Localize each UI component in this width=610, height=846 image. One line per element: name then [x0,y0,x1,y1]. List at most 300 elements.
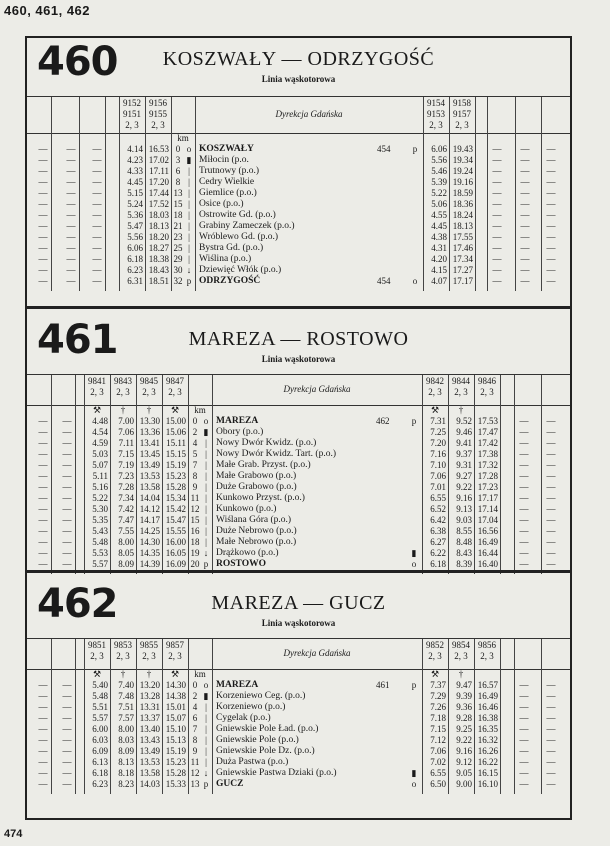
departure-time: 7.34 [118,493,134,503]
train-number-left: 2, 3 [151,120,165,130]
route-symbol: | [205,515,207,525]
route-symbol: | [205,504,207,514]
departure-time: 14.04 [139,493,160,503]
no-service-dash: — [62,482,72,492]
departure-time: 6.09 [92,746,108,756]
table-number: 460 [37,39,118,85]
departure-time: 7.06 [430,746,446,756]
route-symbol: ↓ [186,265,192,275]
km-value: 30 [173,265,183,275]
no-service-dash: — [546,680,556,690]
station-name: ODRZYGOŚĆ [199,276,261,286]
station-name: Obory (p.o.) [216,427,264,437]
departure-time: 7.15 [118,449,134,459]
km-value: 13 [190,779,200,789]
train-number-right: 2, 3 [455,120,469,130]
departure-time: 17.46 [452,243,473,253]
departure-time: 9.13 [456,504,472,514]
departure-time: 17.02 [148,155,169,165]
no-service-dash: — [38,471,48,481]
departure-time: 14.39 [139,559,160,569]
departure-time: 5.39 [431,177,447,187]
no-service-dash: — [92,155,102,165]
departure-time: 5.03 [92,449,108,459]
departure-time: 9.28 [456,713,472,723]
departure-time: 7.20 [430,438,446,448]
no-service-dash: — [66,243,76,253]
no-service-dash: — [519,691,529,701]
station-name: Gniewskie Pole (p.o.) [216,735,299,745]
departure-time: 13.40 [139,724,160,734]
no-service-dash: — [546,724,556,734]
departure-time: 15.19 [165,746,186,756]
no-service-dash: — [520,144,530,154]
departure-time: 4.59 [92,438,108,448]
km-value: 0 [175,144,181,154]
column-rule [515,97,516,133]
no-service-dash: — [546,526,556,536]
departure-time: 4.38 [431,232,447,242]
train-mark: † [458,669,464,679]
section-separator [27,306,570,309]
km-value: 16 [190,526,200,536]
departure-time: 15.28 [165,768,186,778]
departure-time: 8.23 [118,779,134,789]
station-row [27,427,570,438]
no-service-dash: — [66,155,76,165]
route-symbol: | [188,210,190,220]
route-symbol: | [205,449,207,459]
station-name: Korzeniewo Ceg. (p.o.) [216,691,306,701]
no-service-dash: — [546,757,556,767]
route-symbol: | [205,471,207,481]
train-mark: † [120,669,126,679]
no-service-dash: — [492,254,502,264]
departure-time: 7.15 [430,724,446,734]
station-row [27,768,570,779]
train-number-left: 9841 [88,376,106,386]
departure-time: 16.09 [165,559,186,569]
no-service-dash: — [520,221,530,231]
line-type: Linia wąskotorowa [261,74,336,84]
station-name: MAREZA [216,680,259,690]
train-number-left: 9847 [166,376,184,386]
station-row [27,482,570,493]
table-number: 462 [37,581,118,627]
no-service-dash: — [38,188,48,198]
station-name: Małe Grabowo (p.o.) [216,471,297,481]
departure-time: 19.24 [452,166,473,176]
no-service-dash: — [62,680,72,690]
no-service-dash: — [38,155,48,165]
departure-time: 17.20 [148,177,169,187]
no-service-dash: — [520,265,530,275]
no-service-dash: — [62,526,72,536]
station-name: GUCZ [216,779,244,789]
no-service-dash: — [546,232,556,242]
no-service-dash: — [66,177,76,187]
no-service-dash: — [546,537,556,547]
route-symbol: | [205,724,207,734]
departure-time: 7.18 [430,713,446,723]
departure-time: 13.45 [139,449,160,459]
km-value: 25 [173,243,183,253]
departure-time: 4.23 [127,155,143,165]
no-service-dash: — [38,232,48,242]
train-number-right: 9842 [426,376,444,386]
train-number-left: 2, 3 [125,120,139,130]
km-value: 7 [192,724,198,734]
station-row [27,757,570,768]
km-value: 18 [173,210,183,220]
no-service-dash: — [546,746,556,756]
departure-time: 17.32 [477,460,498,470]
train-number-left: 9152 [123,98,141,108]
departure-time: 16.44 [477,548,498,558]
departure-time: 7.31 [430,416,446,426]
column-rule [51,375,52,405]
train-number-left: 2, 3 [142,651,156,661]
station-name: MAREZA [216,416,259,426]
no-service-dash: — [62,768,72,778]
no-service-dash: — [38,504,48,514]
train-number-left: 2, 3 [142,387,156,397]
no-service-dash: — [546,713,556,723]
route-symbol: | [188,254,190,264]
km-value: 15 [190,515,200,525]
no-service-dash: — [66,254,76,264]
departure-time: 16.49 [477,691,498,701]
departure-time: 8.55 [456,526,472,536]
departure-time: 5.57 [92,713,108,723]
no-service-dash: — [62,416,72,426]
no-service-dash: — [92,276,102,286]
departure-time: 7.25 [430,427,446,437]
departure-time: 9.52 [456,416,472,426]
column-rule [541,97,542,133]
route-symbol: | [188,188,190,198]
station-name: Duża Pastwa (p.o.) [216,757,289,767]
no-service-dash: — [38,438,48,448]
no-service-dash: — [38,768,48,778]
no-service-dash: — [546,735,556,745]
station-row [27,779,570,790]
column-rule [171,97,172,133]
column-rule [51,97,52,133]
route-symbol: | [205,482,207,492]
no-service-dash: — [62,691,72,701]
station-row [27,221,570,232]
no-service-dash: — [92,221,102,231]
departure-time: 7.29 [430,691,446,701]
no-service-dash: — [38,243,48,253]
route-symbol-right: p [412,144,418,154]
station-name: Małe Nebrowo (p.o.) [216,537,297,547]
km-value: 12 [190,504,200,514]
column-rule [487,97,488,133]
no-service-dash: — [38,746,48,756]
train-header [27,96,570,134]
no-service-dash: — [546,768,556,778]
departure-time: 8.00 [118,537,134,547]
no-service-dash: — [38,537,48,547]
departure-time: 17.44 [148,188,169,198]
no-service-dash: — [38,724,48,734]
station-row [27,713,570,724]
station-name: ROSTOWO [216,559,266,569]
departure-time: 18.59 [452,188,473,198]
train-number-right: 2, 3 [454,651,468,661]
route-symbol-right: o [411,559,417,569]
station-name: Kunkowo Przyst. (p.o.) [216,493,305,503]
departure-time: 16.46 [477,702,498,712]
no-service-dash: — [66,144,76,154]
departure-time: 15.55 [165,526,186,536]
departure-time: 18.20 [148,232,169,242]
no-service-dash: — [62,493,72,503]
column-rule [475,97,476,133]
station-name: KOSZWAŁY [199,144,254,154]
departure-time: 8.05 [118,548,134,558]
departure-time: 8.09 [118,559,134,569]
no-service-dash: — [38,177,48,187]
no-service-dash: — [62,471,72,481]
departure-time: 7.47 [118,515,134,525]
departure-time: 8.18 [118,768,134,778]
km-value: 29 [173,254,183,264]
station-row [27,493,570,504]
line-type: Linia wąskotorowa [261,354,336,364]
no-service-dash: — [520,177,530,187]
km-value: 15 [173,199,183,209]
train-number-right: 2, 3 [480,651,494,661]
departure-time: 4.45 [127,177,143,187]
departure-time: 16.35 [477,724,498,734]
timetable-461 [27,308,570,572]
train-number-left: 9843 [114,376,132,386]
departure-time: 15.42 [165,504,186,514]
km-value: 6 [175,166,181,176]
station-name: Wiślina (p.o.) [199,254,252,264]
train-mark: † [146,405,152,415]
departure-time: 16.00 [165,537,186,547]
no-service-dash: — [492,265,502,275]
column-rule [188,375,189,405]
station-row [27,526,570,537]
departure-time: 7.01 [430,482,446,492]
no-service-dash: — [519,680,529,690]
departure-time: 17.38 [477,449,498,459]
no-service-dash: — [492,199,502,209]
departure-time: 5.22 [92,493,108,503]
km-value: 6 [192,713,198,723]
timetable-body [27,133,570,291]
station-row [27,702,570,713]
route-symbol: | [205,460,207,470]
station-row [27,471,570,482]
departure-time: 5.56 [127,232,143,242]
station-row [27,559,570,570]
departure-time: 15.11 [166,438,186,448]
station-row [27,232,570,243]
departure-time: 5.15 [127,188,143,198]
departure-time: 19.16 [452,177,473,187]
departure-time: 5.47 [127,221,143,231]
column-rule [514,375,515,405]
station-name: Bystra Gd. (p.o.) [199,243,264,253]
departure-time: 16.10 [477,779,498,789]
no-service-dash: — [520,155,530,165]
train-number-left: 2, 3 [116,651,130,661]
no-service-dash: — [62,548,72,558]
km-value: 23 [173,232,183,242]
no-service-dash: — [519,757,529,767]
no-service-dash: — [38,526,48,536]
station-name: Małe Grab. Przyst. (p.o.) [216,460,311,470]
train-mark: ⚒ [430,405,440,415]
train-number-left: 2, 3 [90,651,104,661]
departure-time: 9.39 [456,691,472,701]
departure-time: 5.35 [92,515,108,525]
train-number-right: 9154 [427,98,445,108]
departure-time: 8.43 [456,548,472,558]
departure-time: 17.53 [477,416,498,426]
station-row [27,537,570,548]
departure-time: 17.47 [477,427,498,437]
no-service-dash: — [519,504,529,514]
train-number-right: 9153 [427,109,445,119]
train-number-right: 2, 3 [480,387,494,397]
departure-time: 6.22 [430,548,446,558]
departure-time: 7.37 [430,680,446,690]
departure-time: 5.22 [431,188,447,198]
route-title: MAREZA — GUCZ [211,592,386,614]
directorate-label: Dyrekcja Gdańska [283,384,351,394]
no-service-dash: — [62,504,72,514]
km-value: 21 [173,221,183,231]
station-name: Miłocin (p.o. [199,155,249,165]
departure-time: 6.13 [92,757,108,767]
no-service-dash: — [62,427,72,437]
no-service-dash: — [519,713,529,723]
departure-time: 4.14 [127,144,143,154]
no-service-dash: — [546,416,556,426]
route-symbol: o [203,680,209,690]
departure-time: 18.36 [452,199,473,209]
station-name: Cedry Wielkie [199,177,255,187]
departure-time: 13.43 [139,735,160,745]
no-service-dash: — [66,199,76,209]
departure-time: 9.16 [456,493,472,503]
km-value: 8 [192,471,198,481]
station-row [27,254,570,265]
km-value: 0 [192,680,198,690]
departure-time: 14.25 [139,526,160,536]
train-number-left: 9851 [88,640,106,650]
route-symbol: | [205,702,207,712]
no-service-dash: — [92,144,102,154]
route-symbol: p [203,559,209,569]
no-service-dash: — [92,232,102,242]
departure-time: 16.32 [477,735,498,745]
departure-time: 8.13 [118,757,134,767]
directorate-label: Dyrekcja Gdańska [283,648,351,658]
km-value: 11 [190,757,200,767]
station-name: Nowy Dwór Kwidz. (p.o.) [216,438,317,448]
km-value: 11 [190,493,200,503]
departure-time: 15.13 [165,735,186,745]
route-symbol: p [203,779,209,789]
station-name: Duże Grabowo (p.o.) [216,482,297,492]
departure-time: 6.31 [127,276,143,286]
departure-time: 15.01 [165,702,186,712]
departure-time: 5.06 [431,199,447,209]
column-rule [514,639,515,669]
departure-time: 15.07 [165,713,186,723]
cross-reference: 461 [376,680,390,690]
no-service-dash: — [519,724,529,734]
route-symbol: | [205,735,207,745]
no-service-dash: — [519,735,529,745]
column-rule [105,97,106,133]
route-symbol-right: ▮ [411,768,417,778]
departure-time: 16.15 [477,768,498,778]
no-service-dash: — [519,526,529,536]
departure-time: 18.27 [148,243,169,253]
no-service-dash: — [519,559,529,569]
no-service-dash: — [546,265,556,275]
train-number-left: 9857 [166,640,184,650]
no-service-dash: — [519,460,529,470]
departure-time: 9.31 [456,460,472,470]
no-service-dash: — [520,232,530,242]
station-row [27,746,570,757]
km-value: 9 [192,482,198,492]
page-number: 474 [4,828,23,840]
no-service-dash: — [92,210,102,220]
departure-time: 8.48 [456,537,472,547]
departure-time: 4.55 [431,210,447,220]
station-row [27,438,570,449]
route-symbol: p [186,276,192,286]
train-mark: ⚒ [92,669,102,679]
departure-time: 14.17 [139,515,160,525]
no-service-dash: — [38,691,48,701]
train-number-left: 9151 [123,109,141,119]
no-service-dash: — [519,702,529,712]
no-service-dash: — [92,243,102,253]
departure-time: 9.22 [456,482,472,492]
station-row [27,265,570,276]
km-value: 2 [192,427,198,437]
no-service-dash: — [519,537,529,547]
departure-time: 7.02 [430,757,446,767]
route-symbol: ↓ [203,768,209,778]
departure-time: 6.18 [127,254,143,264]
station-row [27,188,570,199]
column-rule [541,375,542,405]
departure-time: 18.13 [452,221,473,231]
column-rule [79,97,80,133]
departure-time: 14.30 [139,537,160,547]
no-service-dash: — [62,460,72,470]
no-service-dash: — [546,779,556,789]
route-symbol-right: o [412,276,418,286]
departure-time: 6.23 [92,779,108,789]
train-number-left: 9845 [140,376,158,386]
route-symbol: | [205,746,207,756]
no-service-dash: — [546,199,556,209]
